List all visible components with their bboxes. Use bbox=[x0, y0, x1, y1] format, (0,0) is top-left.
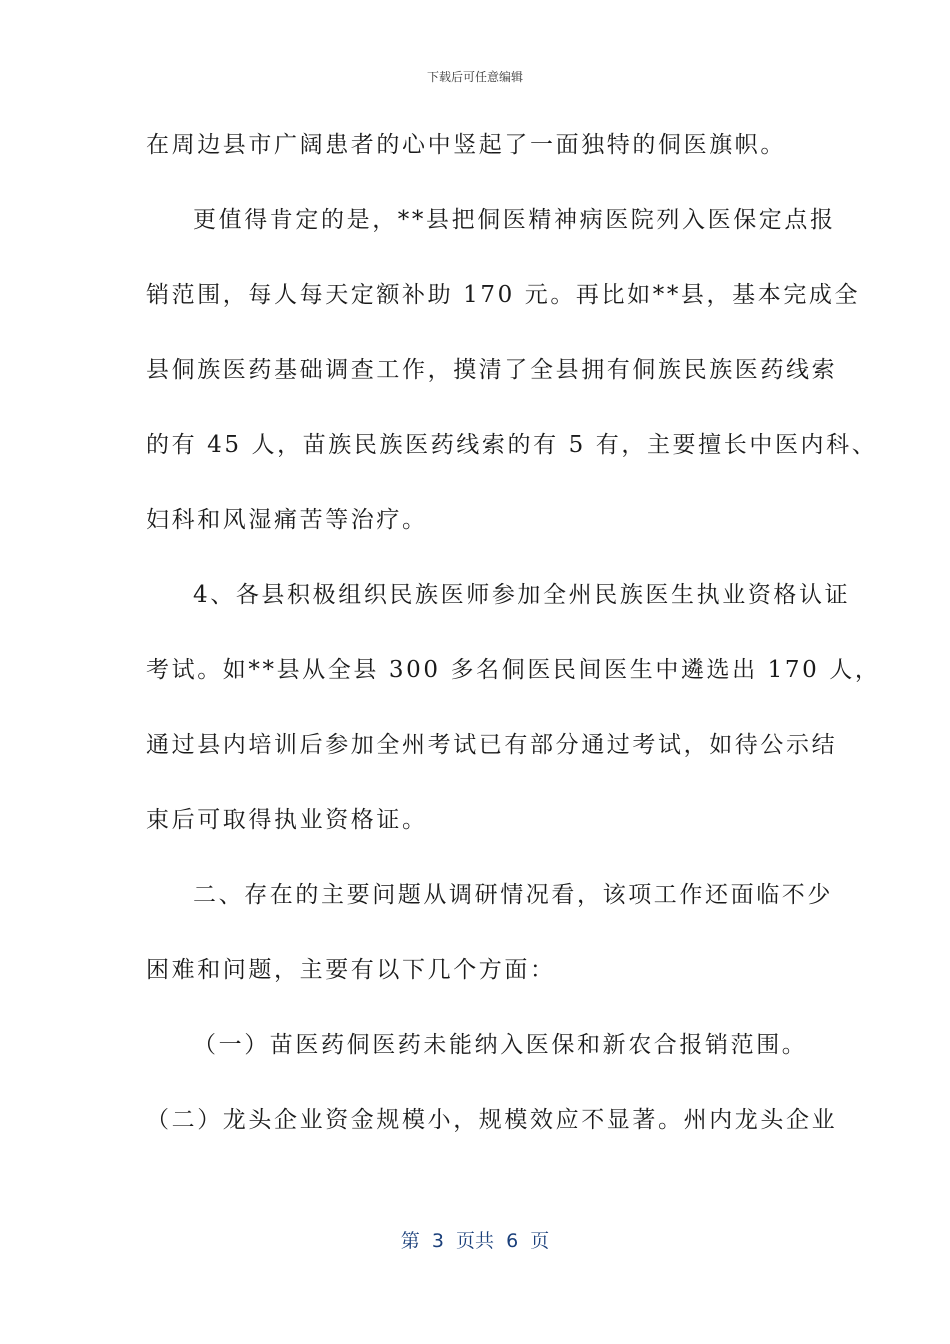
body-line-5: 的有 45 人，苗族民族医药线索的有 5 有，主要擅长中医内科、 bbox=[146, 432, 878, 458]
page-number-footer: 第 3 页共 6 页 bbox=[400, 1230, 550, 1252]
body-line-13: （一）苗医药侗医药未能纳入医保和新农合报销范围。 bbox=[193, 1032, 808, 1058]
body-line-9: 通过县内培训后参加全州考试已有部分通过考试，如待公示结 bbox=[146, 732, 838, 758]
body-line-2: 更值得肯定的是，**县把侗医精神病医院列入医保定点报 bbox=[193, 207, 836, 233]
body-line-4: 县侗族医药基础调查工作，摸清了全县拥有侗族民族医药线索 bbox=[146, 357, 838, 383]
page-header: 下载后可任意编辑 bbox=[426, 70, 523, 84]
body-line-1: 在周边县市广阔患者的心中竖起了一面独特的侗医旗帜。 bbox=[146, 132, 786, 158]
body-line-6: 妇科和风湿痛苦等治疗。 bbox=[146, 507, 428, 533]
body-line-8: 考试。如**县从全县 300 多名侗医民间医生中遴选出 170 人， bbox=[146, 657, 881, 683]
body-line-3: 销范围，每人每天定额补助 170 元。再比如**县，基本完成全 bbox=[146, 282, 861, 308]
body-line-10: 束后可取得执业资格证。 bbox=[146, 807, 428, 833]
body-line-12: 困难和问题，主要有以下几个方面： bbox=[146, 957, 556, 983]
body-line-14: （二）龙头企业资金规模小，规模效应不显著。州内龙头企业 bbox=[146, 1107, 838, 1133]
body-line-11: 二、存在的主要问题从调研情况看，该项工作还面临不少 bbox=[193, 882, 833, 908]
body-line-7: 4、各县积极组织民族医师参加全州民族医生执业资格认证 bbox=[193, 582, 851, 608]
